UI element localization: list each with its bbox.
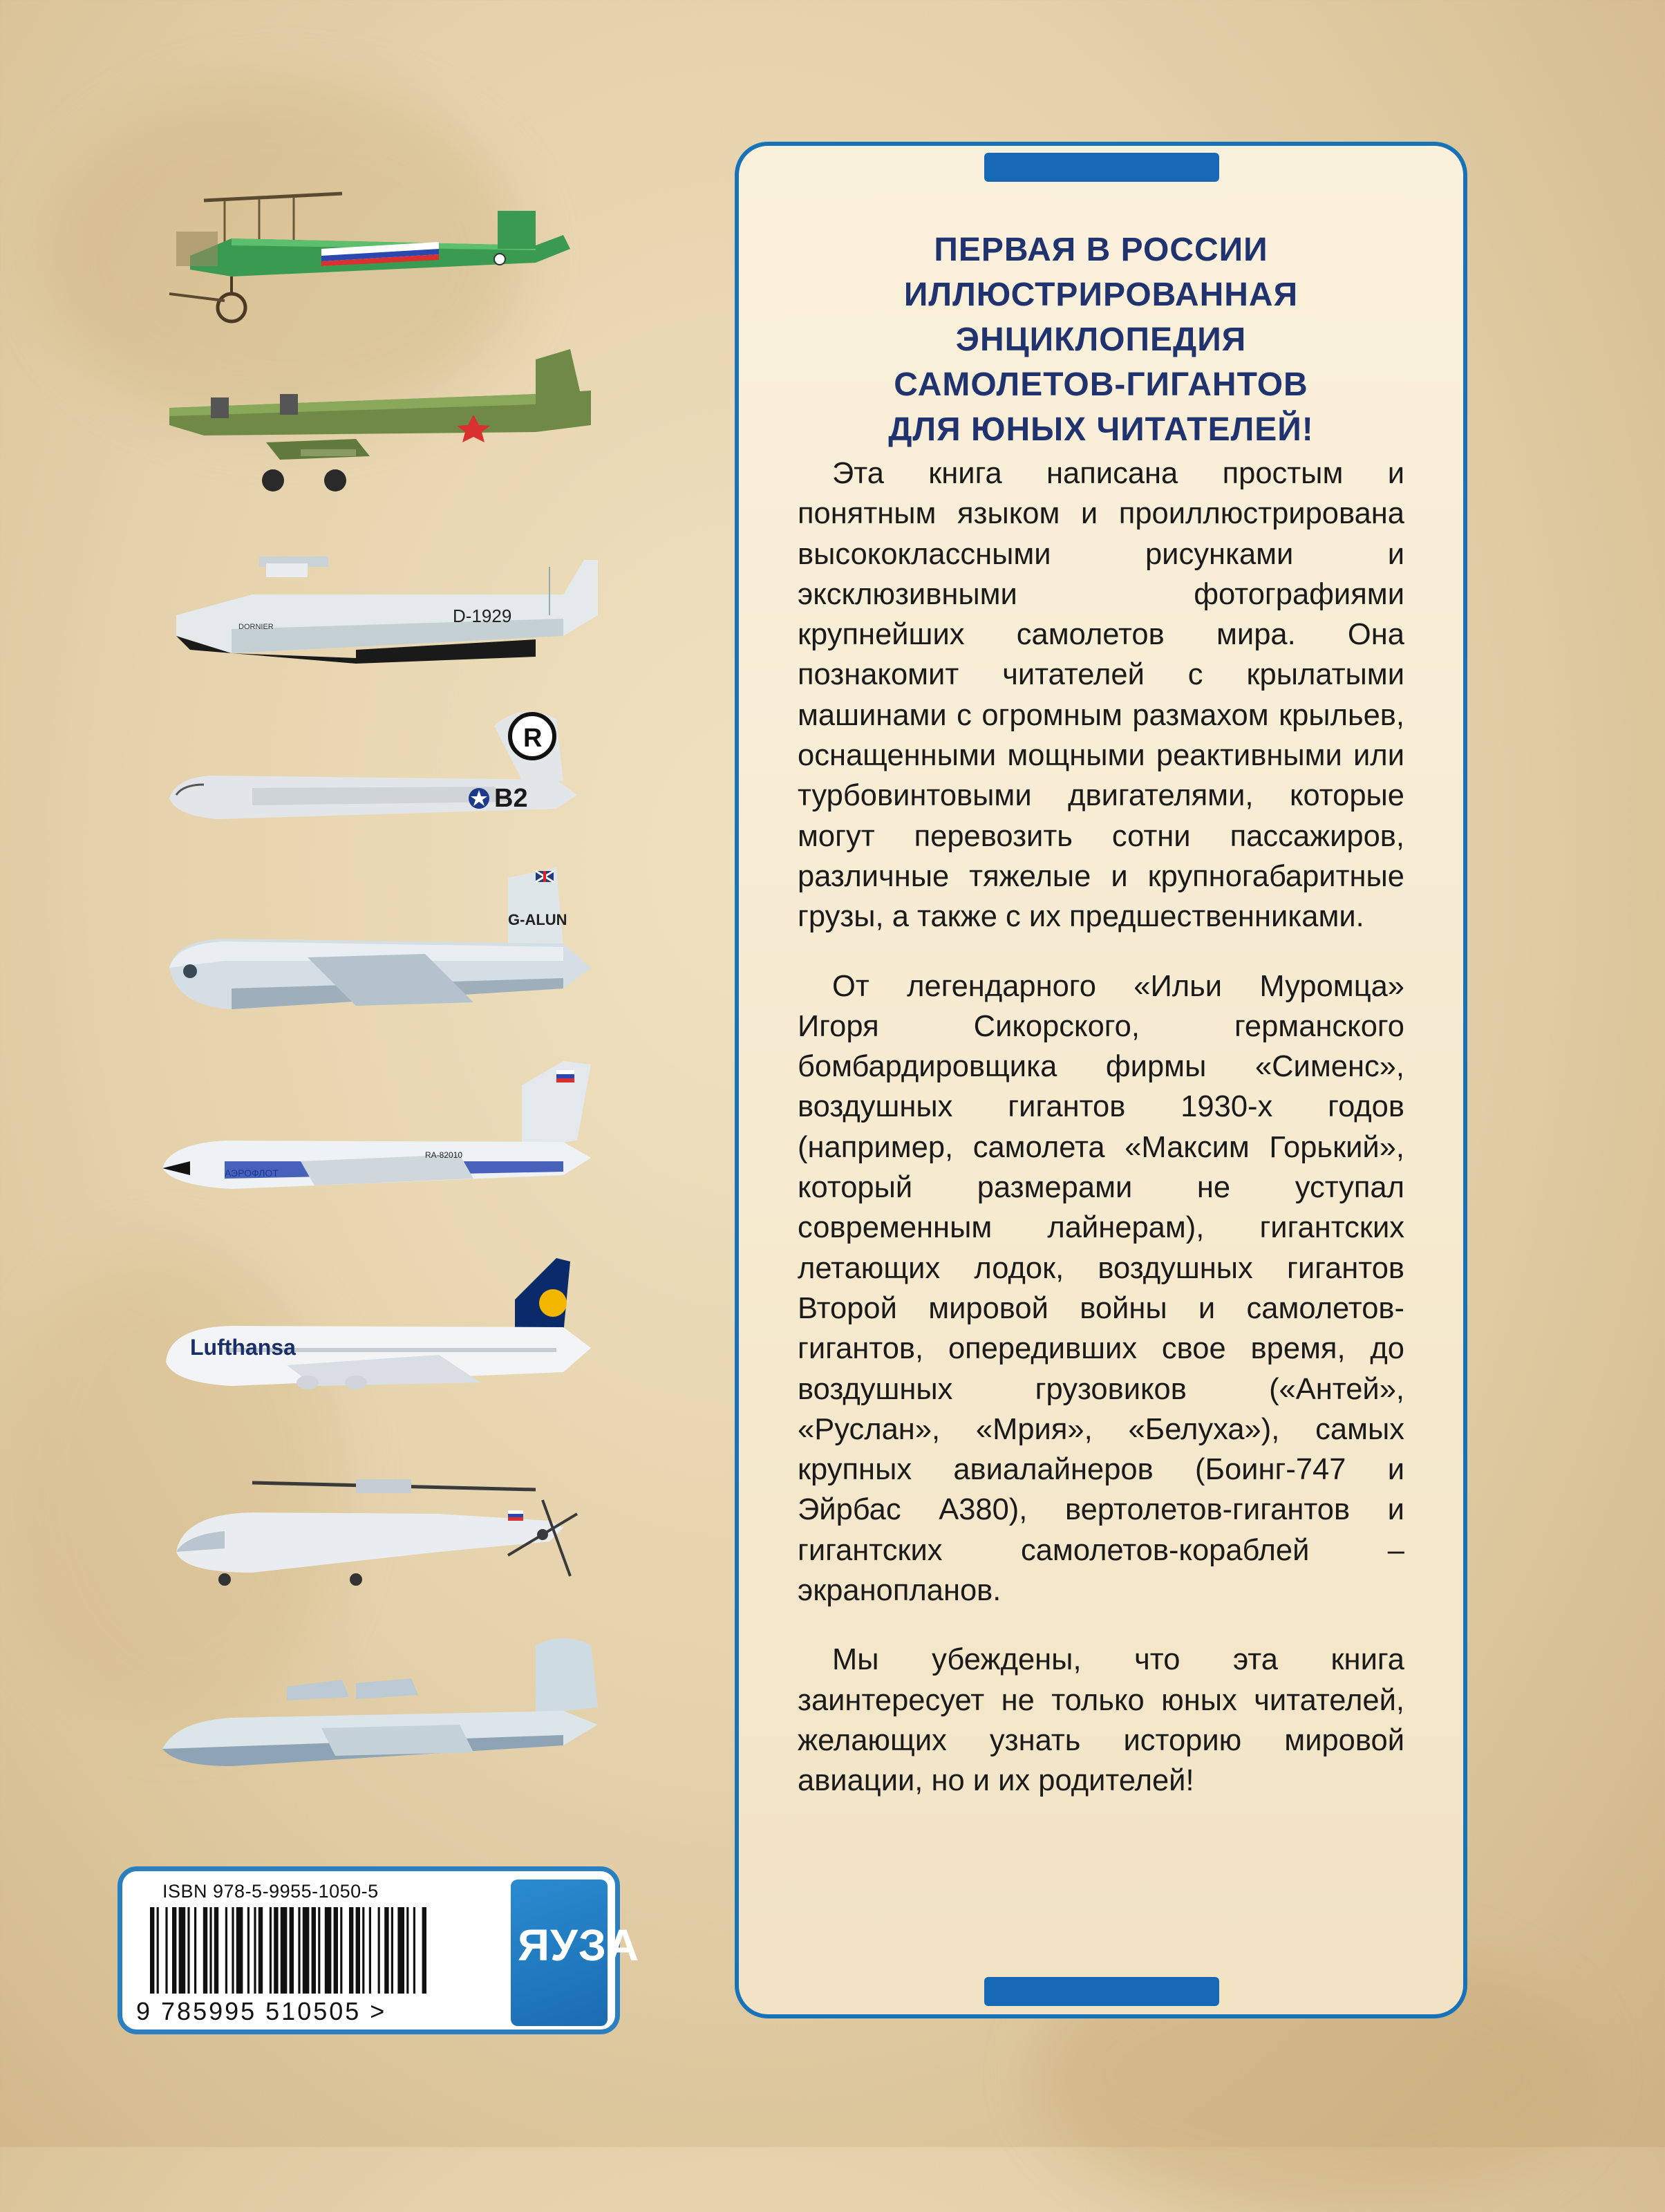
barcode-bar — [236, 1907, 243, 1994]
isbn-label: ISBN 978-5-9955-1050-5 — [162, 1881, 379, 1902]
heading-line: ДЛЯ ЮНЫХ ЧИТАТЕЛЕЙ! — [888, 411, 1314, 448]
description-panel — [735, 142, 1467, 2018]
barcode-bar — [214, 1907, 218, 1994]
aircraft-a380 — [149, 1244, 605, 1403]
description-paragraph: Мы убеждены, что эта книга заинтересует не только юных читателей, желающих узнать историю мировой авиации, но и их родителей! — [798, 1643, 1404, 1798]
aircraft-dornier-dox — [149, 539, 605, 698]
description-paragraph: От легендарного «Ильи Муромца» Игоря Сикорского, германского бомбардировщика фирмы «Сименс», воздушных гигантов 1930-х годов (например, самолета «Максим Горький», который размерами не уступал современным лайнерам), гигантских летающих лодок, воздушных гигантов Второй мировой войны и самолетов-гигантов, опередивших свое время, до воздушных грузовиков («Антей», «Руслан», «Мрия», «Белуха»), самых крупных авиалайнеров (Боинг-747 и Эйрбас А380), вертолетов-гигантов и гигантских самолетов-кораблей – экранопланов. — [798, 969, 1404, 1608]
barcode-bar — [258, 1907, 263, 1994]
barcode-bar — [157, 1907, 159, 1994]
heading-line: ИЛЛЮСТРИРОВАННАЯ — [903, 276, 1299, 313]
heading-line: ЭНЦИКЛОПЕДИЯ — [955, 321, 1247, 358]
heading-line: САМОЛЕТОВ-ГИГАНТОВ — [894, 366, 1308, 403]
cover-heading — [766, 227, 1436, 452]
registration-text: G-ALUN — [508, 911, 567, 928]
publisher-logo — [511, 1880, 640, 2026]
barcode-bar — [290, 1907, 294, 1994]
tail-letter: R — [523, 724, 543, 753]
barcode-bar — [303, 1907, 310, 1994]
barcode-bar — [334, 1907, 338, 1994]
tail-number: B2 — [494, 784, 528, 813]
barcode-bar — [340, 1907, 342, 1994]
heading-line: ПЕРВАЯ В РОССИИ — [934, 232, 1268, 268]
barcode-bar — [194, 1907, 196, 1994]
barcode-bar — [298, 1907, 300, 1994]
aircraft-ekranoplan — [149, 1631, 605, 1790]
description-body — [798, 453, 1404, 1830]
airline-text: Lufthansa — [190, 1335, 296, 1360]
barcode-bar — [187, 1907, 189, 1994]
barcode-bar — [397, 1907, 404, 1994]
barcode-bars — [136, 1907, 496, 1997]
barcode-bar — [312, 1907, 316, 1994]
barcode-bar — [150, 1907, 154, 1994]
aircraft-b29 — [149, 698, 605, 857]
barcode-bar — [325, 1907, 332, 1994]
description-paragraph: Эта книга написана простым и понятным языком и проиллюстрирована высококлассными рисунками и эксклюзивными фотографиями крупнейших самолетов мира. Она познакомит читателей с крылатыми машинами с огромным размахом крыльев, оснащенными мощными реактивными или турбовинтовыми двигателями, которые могут перевозить сотни пассажиров, различные тяжелые и крупногабаритные грузы, а также с их предшественниками. — [798, 457, 1404, 934]
aircraft-an124 — [149, 1058, 605, 1217]
barcode-bar — [179, 1907, 186, 1994]
brand-text: DORNIER — [238, 623, 274, 631]
barcode-bar — [225, 1907, 227, 1994]
barcode-bar — [318, 1907, 320, 1994]
registration-text: D-1929 — [453, 606, 512, 626]
barcode-bar — [165, 1907, 167, 1994]
barcode-bar — [274, 1907, 278, 1994]
panel-tab-bottom — [984, 1977, 1219, 2006]
aircraft-ilya-muromets — [149, 173, 605, 332]
barcode-bar — [281, 1907, 288, 1994]
barcode-bar — [391, 1907, 393, 1994]
barcode-bar — [378, 1907, 380, 1994]
barcode-bar — [362, 1907, 364, 1994]
barcode — [136, 1880, 508, 2026]
barcode-bar — [247, 1907, 250, 1994]
panel-tab-top — [984, 153, 1219, 182]
aircraft-tb3 — [149, 339, 605, 498]
barcode-bar — [349, 1907, 353, 1994]
aircraft-mi26 — [149, 1438, 605, 1597]
barcode-bar — [209, 1907, 211, 1994]
barcode-bar — [422, 1907, 426, 1994]
barcode-digits: 9 785995 510505 > — [136, 1997, 387, 2025]
barcode-bar — [172, 1907, 176, 1994]
barcode-bar — [406, 1907, 408, 1994]
barcode-bar — [232, 1907, 234, 1994]
barcode-bar — [413, 1907, 415, 1994]
barcode-bar — [356, 1907, 360, 1994]
publisher-logo-text: ЯУЗА — [518, 1920, 640, 1970]
barcode-bar — [384, 1907, 388, 1994]
isbn-block — [117, 1866, 640, 2034]
aircraft-princess-flying-boat — [149, 864, 605, 1023]
barcode-bar — [270, 1907, 272, 1994]
registration-text: RA-82010 — [425, 1150, 463, 1160]
barcode-bar — [254, 1907, 256, 1994]
barcode-bar — [203, 1907, 207, 1994]
barcode-bar — [369, 1907, 371, 1994]
airline-text: АЭРОФЛОТ — [225, 1168, 279, 1179]
